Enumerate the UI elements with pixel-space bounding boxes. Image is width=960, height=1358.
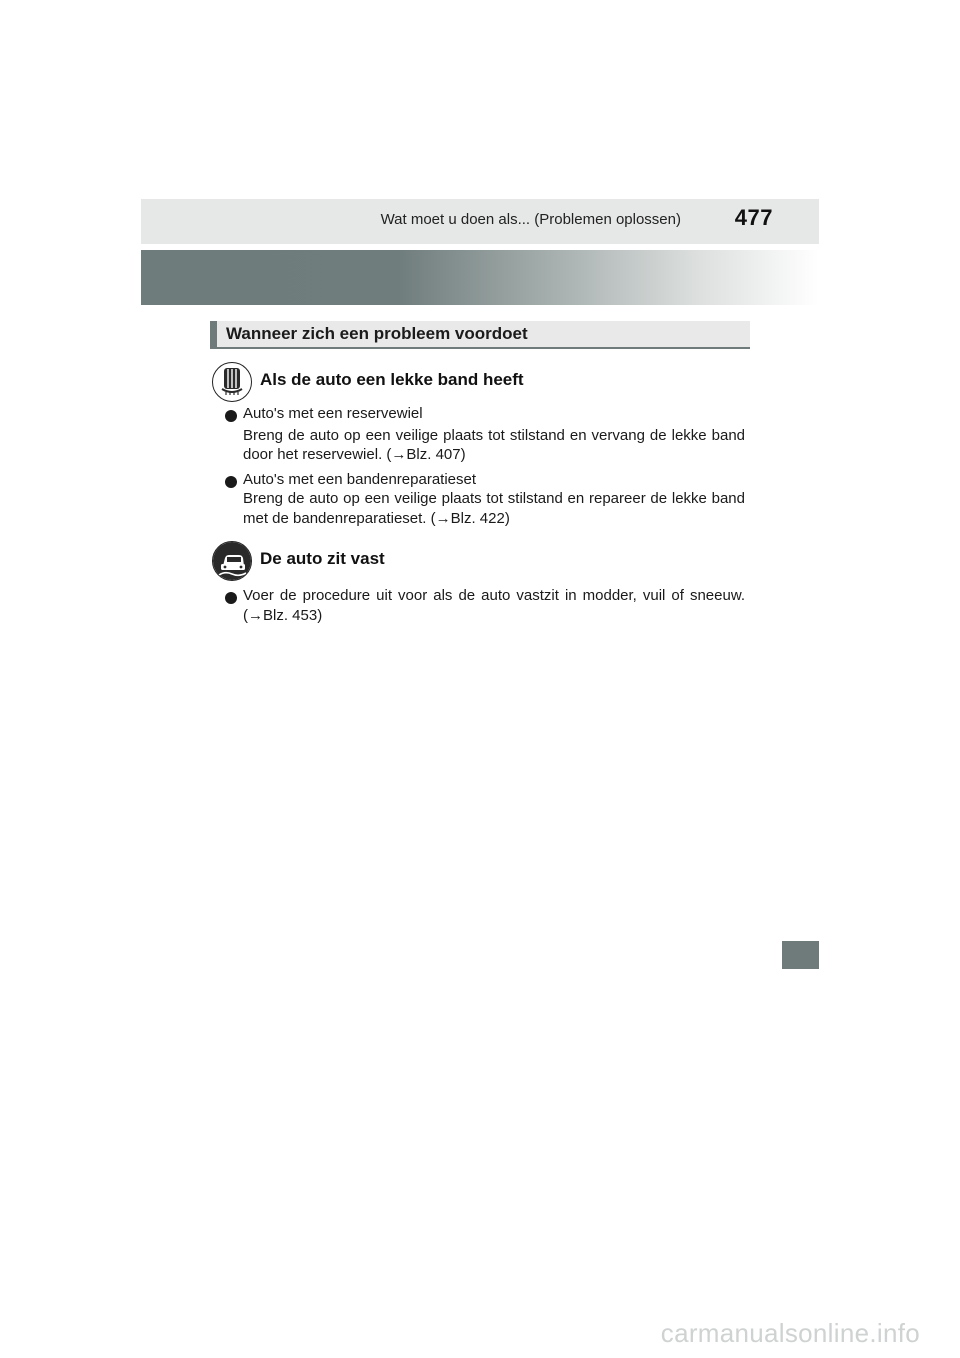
item-line: met de bandenreparatieset. (→Blz. 422) bbox=[243, 510, 510, 527]
flat-tire-icon bbox=[212, 362, 252, 402]
page-number: 477 bbox=[734, 205, 773, 230]
item-line: Voer de procedure uit voor als de auto vastzit in modder, vuil of sneeuw. bbox=[243, 587, 745, 604]
section-accent-bar bbox=[210, 321, 217, 347]
stuck-car-icon bbox=[212, 541, 252, 581]
subsection-title-stuck-car: De auto zit vast bbox=[260, 549, 385, 568]
item-line: (→Blz. 453) bbox=[243, 607, 323, 624]
item-line: Breng de auto op een veilige plaats tot stilstand en vervang de lekke band bbox=[243, 427, 745, 444]
item-label: Auto's met een reservewiel bbox=[243, 405, 423, 422]
chapter-title: Wat moet u doen als... (Problemen oplossen) bbox=[380, 211, 681, 228]
chapter-side-tab bbox=[782, 941, 819, 969]
section-title: Wanneer zich een probleem voordoet bbox=[226, 324, 528, 343]
bullet-icon bbox=[225, 476, 237, 488]
chapter-banner bbox=[141, 250, 819, 305]
page-header bbox=[141, 199, 819, 244]
bullet-icon bbox=[225, 592, 237, 604]
section-header bbox=[210, 321, 750, 349]
item-label: Auto's met een bandenreparatieset bbox=[243, 471, 477, 488]
item-line: Breng de auto op een veilige plaats tot stilstand en repareer de lekke band bbox=[243, 490, 745, 507]
subsection-title-flat-tire: Als de auto een lekke band heeft bbox=[260, 370, 524, 389]
item-line: door het reservewiel. (→Blz. 407) bbox=[243, 446, 466, 463]
watermark: carmanualsonline.info bbox=[660, 1318, 920, 1348]
bullet-icon bbox=[225, 410, 237, 422]
